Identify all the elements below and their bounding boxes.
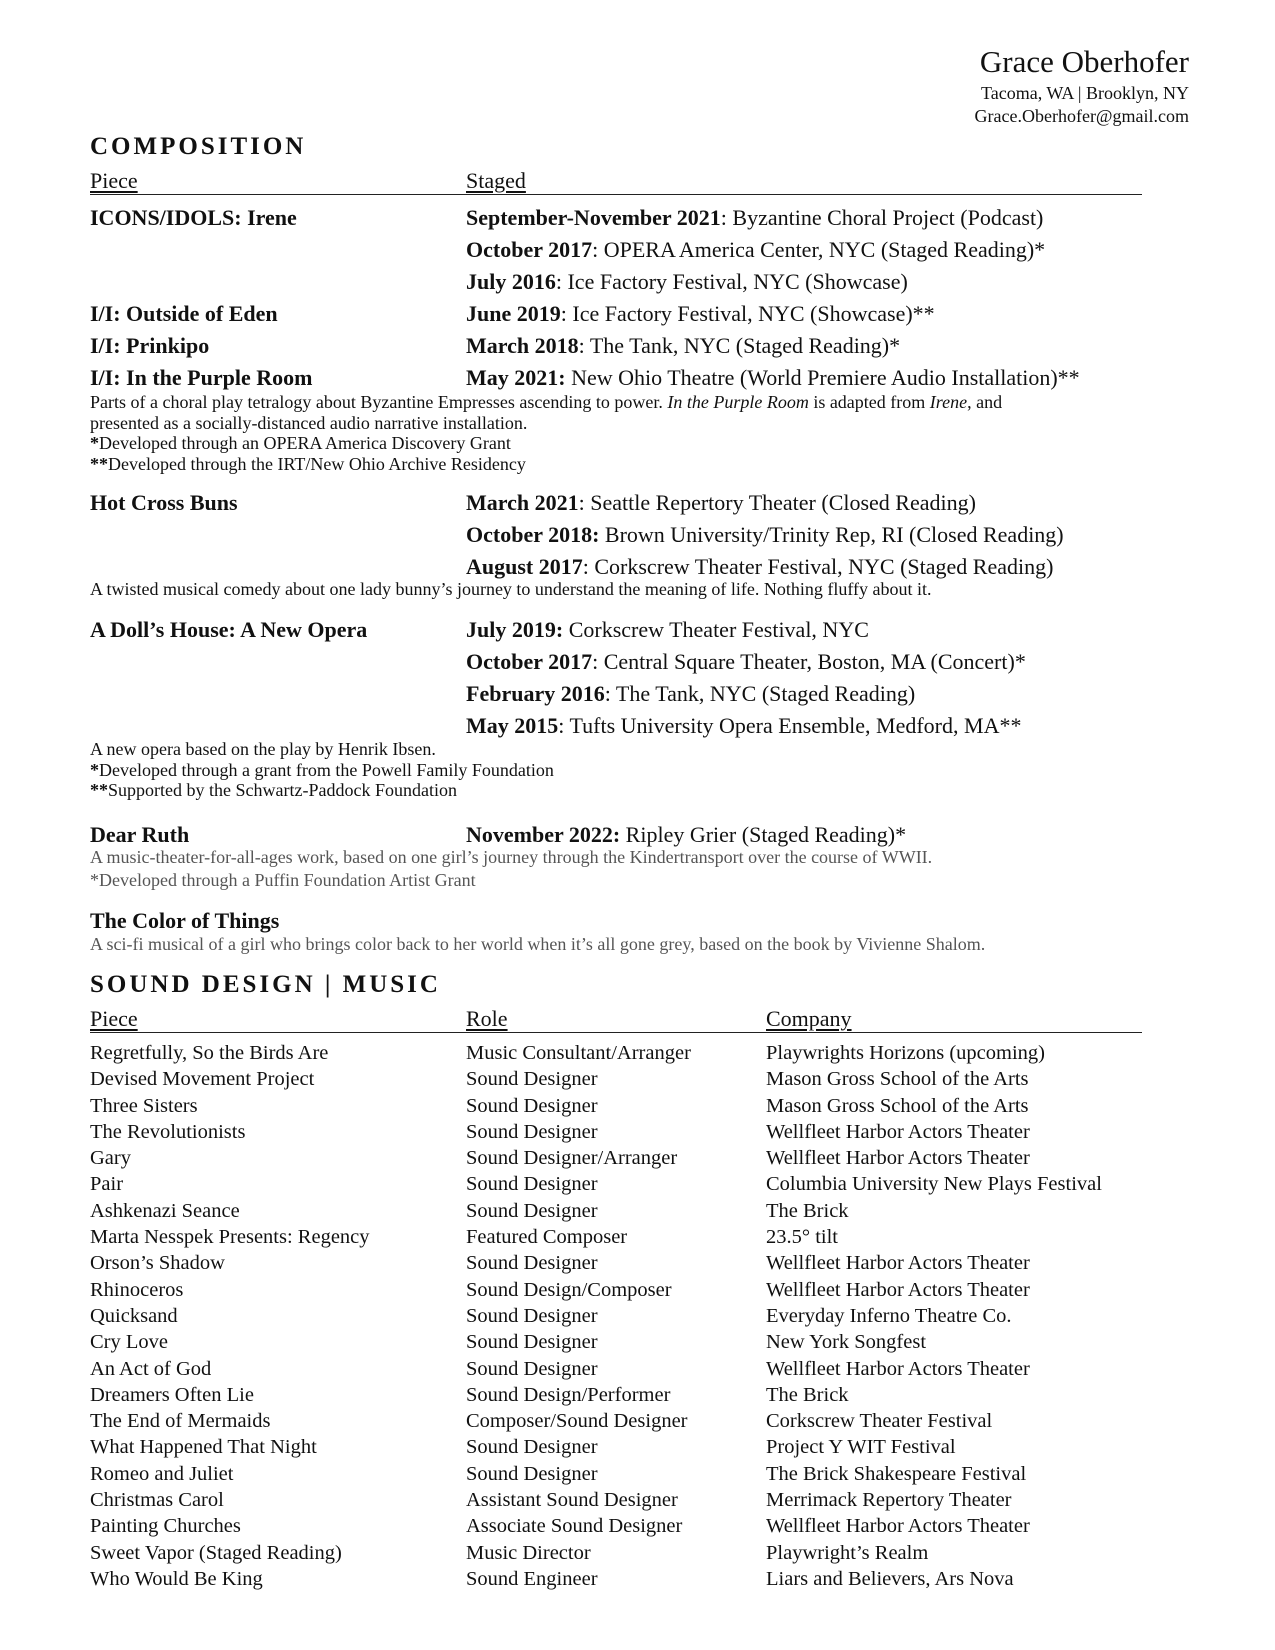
piece-title: I/I: Prinkipo (90, 333, 210, 358)
col-company: Company (766, 1006, 852, 1031)
col-role: Role (466, 1006, 508, 1031)
col-staged: Staged (466, 168, 526, 193)
footnote: **Supported by the Schwartz-Paddock Foundation (90, 780, 457, 800)
staging-line: October 2017: Central Square Theater, Boston, MA (Concert)* (466, 649, 1026, 674)
table-row: Romeo and Juliet Sound Designer The Brick Shakespeare Festival (90, 1462, 1027, 1485)
piece-description: Parts of a choral play tetralogy about Byzantine Empresses ascending to power. In the Purple Room is adapted from Irene, and (90, 392, 1003, 412)
table-row: Devised Movement Project Sound Designer Mason Gross School of the Arts (90, 1068, 1029, 1091)
staging-line: July 2016: Ice Factory Festival, NYC (Showcase) (466, 269, 908, 294)
sound-column-header (90, 1006, 1142, 1033)
staging-list (466, 362, 1080, 394)
table-row: Christmas Carol Assistant Sound Designer Merrimack Repertory Theater (90, 1489, 1012, 1512)
staging-list (466, 298, 935, 330)
staging-line: May 2015: Tufts University Opera Ensemble, Medford, MA** (466, 713, 1022, 738)
footnote: *Developed through an OPERA America Discovery Grant (90, 433, 511, 453)
staging-line: July 2019: Corkscrew Theater Festival, NYC (466, 617, 869, 642)
table-row: Orson’s Shadow Sound Designer Wellfleet Harbor Actors Theater (90, 1252, 1030, 1275)
staging-list (466, 202, 1045, 298)
table-row: Rhinoceros Sound Design/Composer Wellfleet Harbor Actors Theater (90, 1278, 1030, 1301)
piece-description-cont: presented as a socially-distanced audio narrative installation. (90, 412, 528, 433)
staging-line: March 2021: Seattle Repertory Theater (Closed Reading) (466, 490, 976, 515)
staging-line: March 2018: The Tank, NYC (Staged Reading)* (466, 333, 901, 358)
piece-title: The Color of Things (90, 908, 280, 933)
piece-description: A twisted musical comedy about one lady bunny’s journey to understand the meaning of life. Nothing fluffy about it. (90, 579, 932, 599)
email: Grace.Oberhofer@gmail.com (974, 106, 1189, 126)
staging-line: September-November 2021: Byzantine Choral Project (Podcast) (466, 205, 1044, 230)
person-name: Grace Oberhofer (979, 44, 1189, 79)
table-row: Dreamers Often Lie Sound Design/Performer The Brick (90, 1383, 849, 1406)
table-row: Cry Love Sound Designer New York Songfest (90, 1331, 927, 1354)
staging-line: October 2017: OPERA America Center, NYC (Staged Reading)* (466, 237, 1046, 262)
table-row: Sweet Vapor (Staged Reading) Music Director Playwright’s Realm (90, 1541, 929, 1564)
piece-description: A new opera based on the play by Henrik Ibsen. (90, 739, 436, 759)
piece-title: I/I: In the Purple Room (90, 365, 313, 390)
staging-list (466, 330, 900, 362)
table-row: An Act of God Sound Designer Wellfleet Harbor Actors Theater (90, 1357, 1030, 1380)
footnote: *Developed through a grant from the Powell Family Foundation (90, 759, 554, 780)
location: Tacoma, WA | Brooklyn, NY (981, 83, 1189, 103)
staging-line: May 2021: New Ohio Theatre (World Premiere Audio Installation)** (466, 365, 1080, 390)
composition-column-header (90, 168, 1142, 195)
staging-line: February 2016: The Tank, NYC (Staged Reading) (466, 681, 916, 706)
footnote: *Developed through a Puffin Foundation Artist Grant (90, 870, 476, 890)
sound-design-heading: SOUND DESIGN | MUSIC (90, 971, 441, 998)
sound-design-table (90, 1040, 1150, 1592)
table-row: Quicksand Sound Designer Everyday Inferno Theatre Co. (90, 1304, 1012, 1327)
staging-list (466, 614, 1026, 742)
staging-line: August 2017: Corkscrew Theater Festival, NYC (Staged Reading) (466, 554, 1054, 579)
piece-description: A sci-fi musical of a girl who brings color back to her world when it’s all gone grey, based on the book by Vivienne Shalom. (90, 934, 986, 954)
col-piece: Piece (90, 1006, 138, 1031)
table-row: Who Would Be King Sound Engineer Liars and Believers, Ars Nova (90, 1567, 1014, 1590)
staging-line: June 2019: Ice Factory Festival, NYC (Showcase)** (466, 301, 935, 326)
table-row: Marta Nesspek Presents: Regency Featured Composer 23.5° tilt (90, 1226, 838, 1249)
table-row: Three Sisters Sound Designer Mason Gross School of the Arts (90, 1094, 1029, 1117)
table-row: Ashkenazi Seance Sound Designer The Brick (90, 1199, 849, 1222)
table-row: Pair Sound Designer Columbia University New Plays Festival (90, 1173, 1102, 1196)
contact-header (975, 42, 1189, 128)
piece-title: ICONS/IDOLS: Irene (90, 205, 297, 230)
table-row: Regretfully, So the Birds Are Music Consultant/Arranger Playwrights Horizons (upcoming) (90, 1042, 1045, 1064)
staging-line: October 2018: Brown University/Trinity Rep, RI (Closed Reading) (466, 522, 1064, 547)
piece-title: Dear Ruth (90, 822, 190, 847)
piece-title: A Doll’s House: A New Opera (90, 617, 368, 642)
col-piece: Piece (90, 168, 138, 193)
table-row: The Revolutionists Sound Designer Wellfleet Harbor Actors Theater (90, 1120, 1030, 1143)
piece-title: Hot Cross Buns (90, 490, 238, 515)
piece-title: I/I: Outside of Eden (90, 301, 278, 326)
piece-description: A music-theater-for-all-ages work, based on one girl’s journey through the Kindertransport over the course of WWII. (90, 847, 933, 867)
table-row: Gary Sound Designer/Arranger Wellfleet Harbor Actors Theater (90, 1147, 1030, 1170)
staging-line: November 2022: Ripley Grier (Staged Reading)* (466, 822, 907, 847)
staging-list (466, 487, 1064, 583)
table-row: What Happened That Night Sound Designer Project Y WIT Festival (90, 1436, 956, 1459)
table-row: Painting Churches Associate Sound Designer Wellfleet Harbor Actors Theater (90, 1515, 1030, 1538)
footnote: **Developed through the IRT/New Ohio Archive Residency (90, 453, 526, 474)
table-row: The End of Mermaids Composer/Sound Designer Corkscrew Theater Festival (90, 1410, 993, 1433)
composition-heading: COMPOSITION (90, 133, 307, 160)
